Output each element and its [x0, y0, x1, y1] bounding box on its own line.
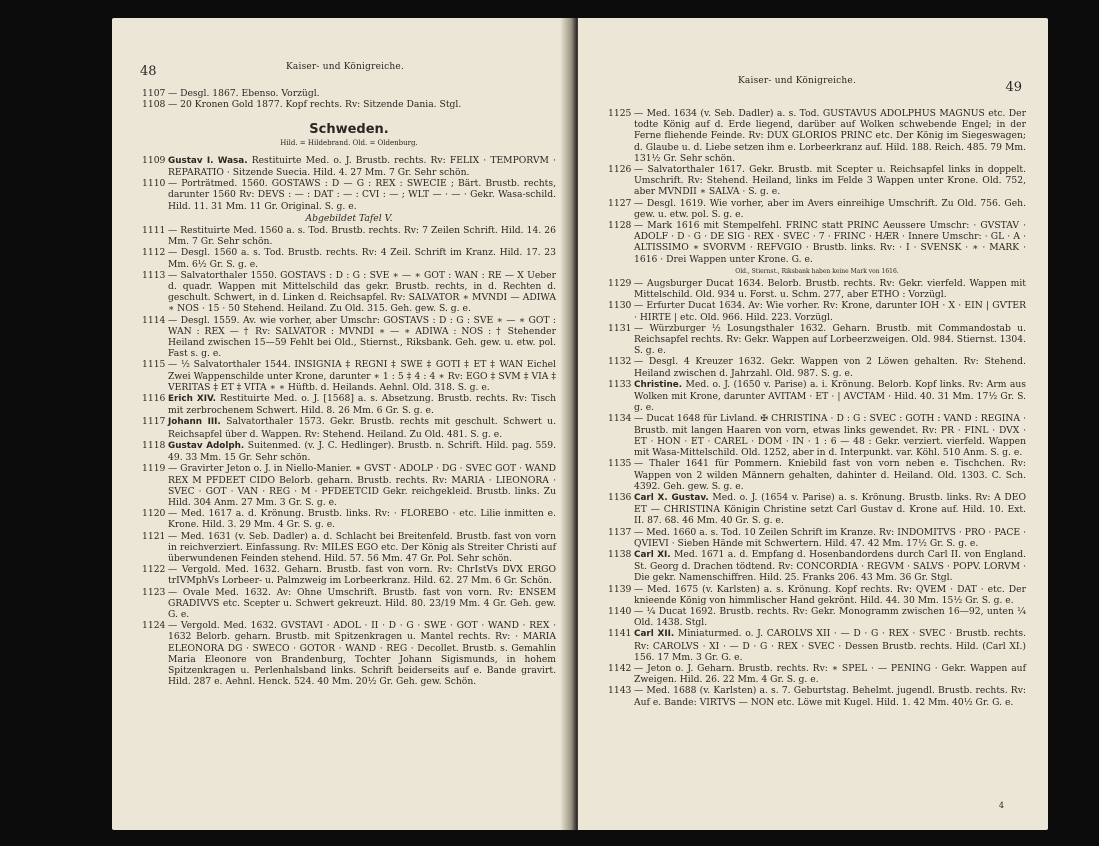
left-page-number: 48: [140, 64, 157, 79]
lot-number: 1126: [608, 164, 632, 176]
lot-number: 1118: [142, 439, 166, 451]
lot-number: 1134: [608, 413, 632, 425]
entry-description: Med. o. J. (1654 v. Parise) a. s. Krönung. Brustb. links. Rv: A DEO ET — CHRISTINA Königin Christine setzt Carl Gustav d. Krone auf. Hild. 10. Ext. II. 87. 68. 46 Mm. 40 Gr. S. g. e.: [634, 491, 1027, 527]
section-title: Schweden.: [309, 122, 389, 138]
entry-description: Med. 1671 a. d. Empfang d. Hosenbandordens durch Carl II. von England. St. Georg d. Drachen tödtend. Rv: CONCORDIA · REGVM · SALVS · POPV. LORVM · Die gekr. Namenschiffren. Hild. 25. Franks 206. 43 Mm. 36 Gr. Stgl.: [634, 548, 1027, 584]
lot-number: 1121: [142, 530, 166, 542]
ruler-name: Johann III.: [168, 417, 221, 428]
entry-description: — Desgl. 1867. Ebenso. Vorzügl.: [168, 88, 320, 99]
catalog-entry: [142, 247, 556, 269]
catalog-entry: [142, 99, 556, 110]
catalog-entry: [608, 108, 1026, 164]
ruler-name: Carl XII.: [634, 629, 675, 640]
right-page: [578, 18, 1048, 830]
entry-description: — Salvatorthaler 1617. Gekr. Brustb. mit Scepter u. Reichsapfel links in doppelt. Umschrift. Rv: Stehend. Heiland, links im Felde 3 Wappen unter Krone. Old. 752, aber MVNDII ∗ SALVA · S. g. e.: [634, 164, 1026, 198]
lot-number: 1114: [142, 314, 166, 326]
lot-number: 1131: [608, 322, 632, 334]
lot-number: 1120: [142, 508, 166, 520]
entry-description: Suitenmed. (v. J. C. Hedlinger). Brustb. n. Schrift. Hild. pag. 559. 49. 33 Mm. 15 Gr. Sehr schön.: [168, 439, 557, 464]
catalog-entry: [142, 508, 556, 530]
catalog-entry: [608, 663, 1026, 685]
entry-description: — Gravirter Jeton o. J. in Niello-Manier. ∗ GVST · ADOLP · DG · SVEC GOT · WAND REX M PFDEET CIDO Belorb. geharn. Brustb. rechts. Rv: MARIA · LIEONORA · SVEC · GOT · VAN · REG · M · PFDEETCID Gekr. reichgekleid. Brustb. links. Zu Hild. 304 Anm. 27 Mm. 3 Gr. S. g. e.: [168, 463, 556, 508]
entry-description: — Thaler 1641 für Pommern. Kniebild fast von vorn neben e. Tischchen. Rv: Wappen von 2 wilden Männern gehalten, dahinter d. Heiland. Old. 1303. C. Sch. 4392. Geh. gew. S. g. e.: [634, 458, 1026, 492]
entry-description: — Desgl. 1560 a. s. Tod. Brustb. rechts. Rv: 4 Zeil. Schrift im Kranz. Hild. 17. 23 Mm. 6½ Gr. S. g. e.: [168, 247, 556, 270]
lot-number: 1139: [608, 583, 632, 595]
right-page-number: 49: [1005, 80, 1022, 95]
entry-description: — Med. 1660 a. s. Tod. 10 Zeilen Schrift im Kranze. Rv: INDOMITVS · PRO · PACE · QVIEVI · Sieben Hände mit Schwertern. Hild. 47. 42 Mm. 17½ Gr. S. g. e.: [634, 526, 1026, 549]
lot-number: 1110: [142, 178, 166, 190]
catalog-entry: [608, 278, 1026, 300]
catalog-entry: [608, 356, 1026, 378]
catalog-entry: [142, 178, 556, 212]
entry-description: — Med. 1634 (v. Seb. Dadler) a. s. Tod. GUSTAVUS ADOLPHUS MAGNUS etc. Der todte König auf d. Erde liegend, darüber auf Wolken schwebende Engel; in der Ferne fliehende Feinde. Rv: DUX GLORIOS PRINC etc. Der König im Siegeswagen; d. Glaube u. d. Liebe setzen ihm e. Lorbeerkranz auf. Hild. 188. Reich. 485. 79 Mm. 131½ Gr. Sehr schön.: [634, 108, 1026, 164]
entry-description: Miniaturmed. o. J. CAROLVS XII · — D · G · REX · SVEC · Brustb. rechts. Rv: CAROLVS · XI · — D · G · REX · SVEC · Dessen Brustb. rechts. Hild. (Carl XI.) 156. 17 Mm. 3 Gr. G. e.: [634, 628, 1027, 663]
lot-number: 1107: [142, 88, 166, 99]
lot-number: 1137: [608, 526, 632, 538]
entry-description: — Mark 1616 mit Stempelfehl. FRINC statt PRINC Aeussere Umschr: · GVSTAV · ADOLF · D · G · DE SIG · REX · SVEC · 7 · FRINC · HÆR · Innere Umschr: · GL · A · ALTISSIMO ∗ SVORVM · REFVGIO · Brustb. links. Rv: · I · SVENSK · ∗ · MARK · 1616 · Drei Wappen unter Krone. G. e.: [634, 220, 1026, 265]
entry-description: — Vergold. Med. 1632. GVSTAVI · ADOL · II · D · G · SWE · GOT · WAND · REX · 1632 Belorb. geharn. Brustb. mit Spitzenkragen u. Mantel rechts. Rv: · MARIA ELEONORA DG · SWECO · GOTOR · WAND · REG · Decollet. Brustb. s. Gemahlin Maria Eleonore von Brandenburg, Tochter Johann Sigismunds, in hohem Spitzenkragen u. Perlenhalsband links. Schrift beiderseits auf e. Bande gravirt. Hild. 287 e. Aehnl. Henck. 524. 40 Mm. 20½ Gr. Geh. gew. Schön.: [168, 620, 556, 688]
entry-description: — Med. 1631 (v. Seb. Dadler) a. d. Schlacht bei Breitenfeld. Brustb. fast von vorn in reichverziert. Einfassung. Rv: MILES EGO etc. Der König als Streiter Christi auf überwundenen Feinden stehend. Hild. 57. 56 Mm. 47 Gr. Pol. Sehr schön.: [168, 530, 556, 564]
entry-description: — ¼ Ducat 1692. Brustb. rechts. Rv: Gekr. Monogramm zwischen 16—92, unten ¼ Old. 1438. Stgl.: [634, 605, 1026, 629]
lot-number: 1128: [608, 220, 632, 232]
catalog-entry: [142, 359, 556, 393]
entry-description: — Desgl. 1619. Wie vorher, aber im Avers einreihige Umschrift. Zu Old. 756. Geh. gew. u. etw. pol. S. g. e.: [634, 197, 1026, 220]
lot-number: 1129: [608, 278, 632, 290]
lot-number: 1122: [142, 564, 166, 576]
ruler-name: Gustav Adolph.: [168, 440, 245, 451]
lot-number: 1108: [142, 99, 166, 111]
catalog-entry: [608, 323, 1026, 357]
catalog-entry: [608, 198, 1026, 220]
entry-description: — 20 Kronen Gold 1877. Kopf rechts. Rv: Sitzende Dania. Stgl.: [168, 99, 462, 111]
entry-description: — Desgl. 4 Kreuzer 1632. Gekr. Wappen von 2 Löwen gehalten. Rv: Stehend. Heiland zwischen d. Jahrzahl. Old. 987. S. g. e.: [634, 356, 1026, 379]
ruler-name: Erich XIV.: [168, 394, 217, 405]
entry-description: — Ducat 1648 für Livland. ✠ CHRISTINA · D : G : SVEC : GOTH : VAND : REGINA · Brustb. mit langen Haaren von vorn, etwas links gewendet. Rv: PR · FINL · DVX · ET · HON · ET · CAREL · DOM · IN · 1 : 6 — 48 : Gekr. verziert. vierfeld. Wappen mit Wasa-Mittelschild. Old. 1252, aber in d. Interpunkt. var. Köhl. 510 Anm. S. g. e.: [634, 413, 1026, 459]
entry-description: Restituirte Med. o. J. Brustb. rechts. Rv: FELIX · TEMPORVM · REPARATIO · Sitzende Suecia. Hild. 4. 27 Mm. 7 Gr. Sehr schön.: [168, 154, 556, 179]
lot-number: 1135: [608, 458, 632, 470]
plate-reference: Abgebildet Tafel V.: [305, 212, 393, 224]
signature-mark: 4: [998, 801, 1004, 810]
catalog-entry: [142, 315, 556, 360]
entry-description: — Vergold. Med. 1632. Geharn. Brustb. fast von vorn. Rv: ChrIstVs DVX ERGO trIVMphVs Lorbeer- u. Palmzweig im Lorbeerkranz. Hild. 62. 27 Mm. 6 Gr. Schön.: [168, 564, 556, 587]
left-page: [112, 18, 574, 830]
catalog-entry: [142, 270, 556, 315]
entry-description: Salvatorthaler 1573. Gekr. Brustb. rechts mit geschult. Schwert u. Reichsapfel über d. Wappen. Rv: Stehend. Heiland. Zu Old. 481. S. g. e.: [168, 416, 557, 440]
lot-number: 1115: [142, 359, 166, 371]
catalog-entry: [142, 416, 556, 439]
catalog-entry: [142, 393, 556, 416]
catalog-entry: [142, 225, 556, 247]
lot-number: 1127: [608, 197, 632, 209]
entry-description: — Med. 1675 (v. Karlsten) a. s. Krönung. Kopf rechts. Rv: QVEM · DAT · etc. Der knieende König von himmlischer Hand gekrönt. Hild. 44. 30 Mm. 15½ Gr. S. g. e.: [634, 583, 1026, 606]
catalog-entry: [142, 531, 556, 565]
lot-number: 1141: [608, 628, 632, 640]
entry-description: — Würzburger ½ Losungsthaler 1632. Geharn. Brustb. mit Commandostab u. Reichsapfel rechts. Rv: Gekr. Wappen auf Lorbeerzweigen. Old. 984. Stiernst. 1304. S. g. e.: [634, 322, 1026, 357]
catalog-entry: [608, 527, 1026, 549]
lot-number: 1116: [142, 393, 166, 405]
lot-number: 1140: [608, 605, 632, 617]
lot-number: 1130: [608, 300, 632, 312]
lot-number: 1142: [608, 662, 632, 674]
catalog-entry: [608, 379, 1026, 414]
lot-number: 1132: [608, 356, 632, 368]
lot-number: 1143: [608, 685, 632, 697]
entry-description: Med. o. J. (1650 v. Parise) a. i. Krönung. Belorb. Kopf links. Rv: Arm aus Wolken mit Krone, darunter AVITAM · ET · | AVCTAM · Hild. 40. 31 Mm. 17½ Gr. S. g. e.: [634, 378, 1026, 414]
lot-number: 1136: [608, 491, 632, 503]
entry-description: Restituirte Med. o. J. [1568] a. s. Absetzung. Brustb. rechts. Rv: Tisch mit zerbrochenem Schwert. Hild. 8. 26 Mm. 6 Gr. S. g. e.: [168, 393, 556, 417]
catalog-entry: [142, 620, 556, 687]
lot-number: 1125: [608, 108, 632, 119]
right-column: [608, 108, 1026, 708]
catalog-entry: [142, 463, 556, 508]
catalog-entry: [142, 155, 556, 178]
entry-description: — Salvatorthaler 1550. GOSTAVS : D : G : SVE ∗ — ∗ GOT : WAN : RE — X Ueber d. quadr. Wappen mit Mittelschild das gekr. Brustb. rechts, in d. Rechten d. geschult. Schwert, in d. Linken d. Reichsapfel. Rv: SALVATOR ∗ MVNDI — ADIWA ∗ NOS · 15 · 50 Stehend. Heiland. Zu Old. 315. Geh. gew. S. g. e.: [168, 269, 556, 315]
catalog-entry: [608, 606, 1026, 628]
catalog-entry: [142, 440, 556, 463]
ruler-name: Gustav I. Wasa.: [168, 155, 248, 166]
catalog-entry: [608, 300, 1026, 322]
lot-number: 1133: [608, 378, 632, 390]
entry-description: — Med. 1617 a. d. Krönung. Brustb. links. Rv: · FLOREBO · etc. Lilie inmitten e. Krone. Hild. 3. 29 Mm. 4 Gr. S. g. e.: [168, 508, 556, 531]
entry-description: — Jeton o. J. Geharn. Brustb. rechts. Rv: ∗ SPEL · — PENING · Gekr. Wappen auf Zweigen. Hild. 26. 22 Mm. 4 Gr. S. g. e.: [634, 662, 1026, 686]
catalog-note: Old., Stiernst., Riksbank haben keine Mark von 1616.: [735, 267, 899, 275]
left-column: [142, 88, 556, 687]
lot-number: 1119: [142, 463, 166, 475]
catalog-entry: [608, 549, 1026, 584]
entry-description: — Erfurter Ducat 1634. Av: Wie vorher. Rv: Krone, darunter IOH · X · EIN | GVTER · HIRTE | etc. Old. 966. Hild. 223. Vorzügl.: [634, 300, 1026, 323]
right-running-header: Kaiser- und Königreiche.: [738, 76, 856, 86]
lot-number: 1113: [142, 269, 166, 281]
catalog-entry: [142, 564, 556, 586]
entry-description: — Ovale Med. 1632. Av: Ohne Umschrift. Brustb. fast von vorn. Rv: ENSEM GRADIVVS etc. Scepter u. Schwert gekreuzt. Hild. 80. 23/19 Mm. 4 Gr. Geh. gew. G. e.: [168, 586, 556, 620]
left-running-header: Kaiser- und Königreiche.: [286, 62, 404, 72]
entry-description: — Porträtmed. 1560. GOSTAWS : D — G : REX : SWECIE ; Bärt. Brustb. rechts, darunter 1560 Rv: DEVS : — : DAT : — : CVI : — ; WLT — · — · Gekr. Wasa-schild. Hild. 11. 31 Mm. 11 Gr. Original. S. g. e.: [168, 178, 556, 212]
catalog-entry: [608, 458, 1026, 492]
entry-description: — Augsburger Ducat 1634. Belorb. Brustb. rechts. Rv: Gekr. vierfeld. Wappen mit Mittelschild. Old. 934 u. Forst. u. Schm. 277, aber ETHO : Vorzügl.: [634, 278, 1026, 301]
lot-number: 1138: [608, 548, 632, 560]
lot-number: 1111: [142, 225, 166, 237]
catalog-entry: [142, 88, 556, 99]
catalog-entry: [608, 413, 1026, 458]
lot-number: 1112: [142, 247, 166, 259]
entry-description: — Med. 1688 (v. Karlsten) a. s. 7. Geburtstag. Behelmt. jugendl. Brustb. rechts. Rv: Auf e. Bande: VIRTVS — NON etc. Löwe mit Kugel. Hild. 1. 42 Mm. 40½ Gr. G. e.: [634, 685, 1026, 708]
lot-number: 1109: [142, 154, 166, 166]
lot-number: 1124: [142, 620, 166, 632]
catalog-entry: [142, 587, 556, 621]
catalog-entry: [608, 584, 1026, 606]
section-abbreviations: Hild. = Hildebrand. Old. = Oldenburg.: [280, 138, 418, 147]
catalog-entry: [608, 492, 1026, 527]
catalog-entry: [608, 685, 1026, 707]
ruler-name: Carl XI.: [634, 549, 671, 560]
catalog-entry: [608, 164, 1026, 198]
entry-description: — Restituirte Med. 1560 a. s. Tod. Brustb. rechts. Rv: 7 Zeilen Schrift. Hild. 14. 26 Mm. 7 Gr. Sehr schön.: [168, 225, 556, 248]
lot-number: 1117: [142, 416, 166, 428]
entry-description: — ½ Salvatorthaler 1544. INSIGNIA ‡ REGNI ‡ SWE ‡ GOTI ‡ ET ‡ WAN Eichel Zwei Wappenschilde unter Krone, darunter ∗ 1 : 5 ‡ 4 : 4 ∗ Rv: EGO ‡ SVM ‡ VIA ‡ VERITAS ‡ ET ‡ VITA ∗ ∗ Hüftb. d. Heilands. Aehnl. Old. 318. S. g. e.: [168, 359, 556, 393]
catalog-entry: [608, 628, 1026, 663]
catalog-entry: [608, 220, 1026, 265]
ruler-name: Carl X. Gustav.: [634, 492, 709, 503]
gutter-shadow-left: [560, 18, 576, 830]
entry-description: — Desgl. 1559. Av. wie vorher, aber Umschr: GOSTAVS : D : G : SVE ∗ — ∗ GOT : WAN : REX — † Rv: SALVATOR : MVNDI ∗ — ∗ ADIWA : NOS : † Stehender Heiland zwischen 15—59 Fehlt bei Old., Stiernst., Riksbank. Geh. gew. u. etw. pol. Fast s. g. e.: [168, 314, 556, 360]
ruler-name: Christine.: [634, 379, 683, 390]
lot-number: 1123: [142, 586, 166, 598]
